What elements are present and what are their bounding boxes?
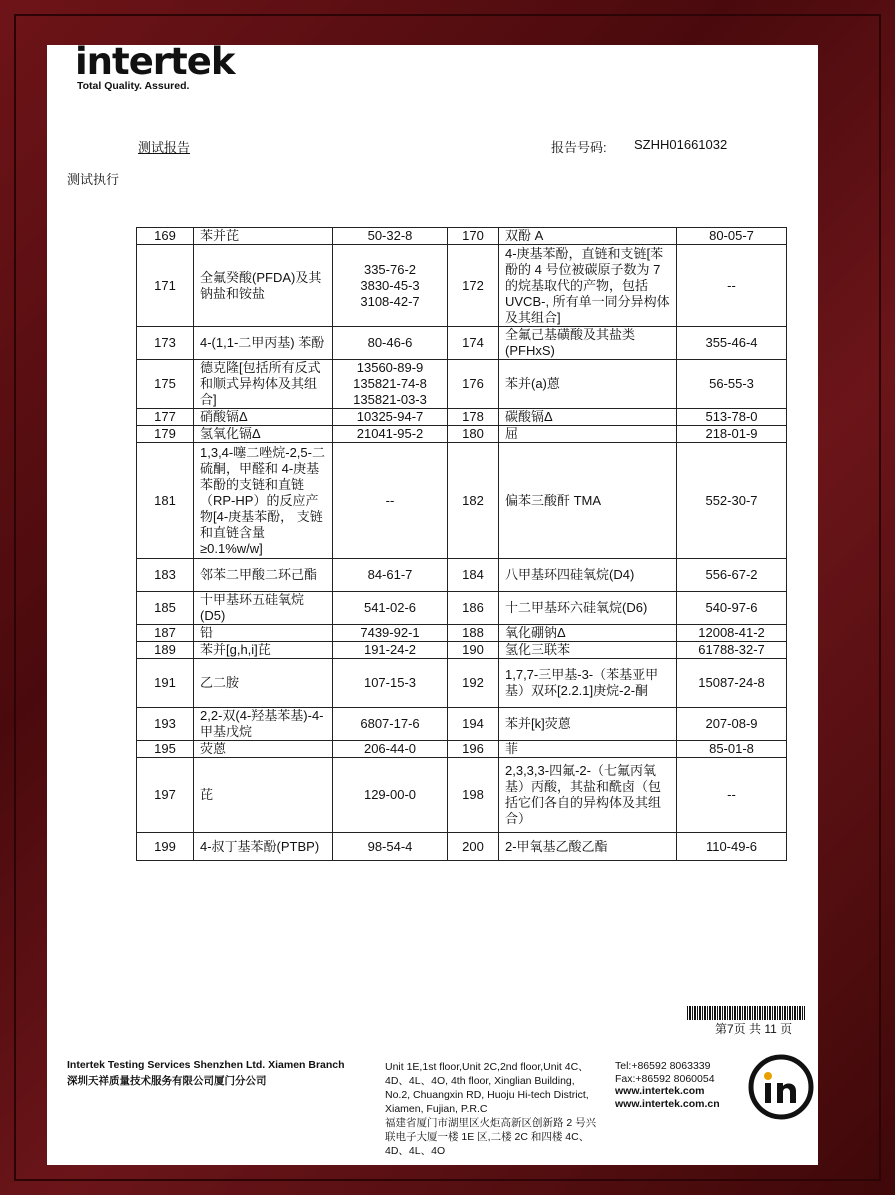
substance-name: 全氟癸酸(PFDA)及其钠盐和铵盐 bbox=[194, 245, 333, 327]
substance-number: 177 bbox=[137, 409, 194, 426]
cas-number: 98-54-4 bbox=[333, 833, 448, 861]
substance-name: 偏苯三酸酐 TMA bbox=[499, 443, 677, 559]
cas-number: -- bbox=[333, 443, 448, 559]
cas-number: 15087-24-8 bbox=[677, 659, 787, 708]
cas-number: 13560-89-9 135821-74-8 135821-03-3 bbox=[333, 360, 448, 409]
cas-number: 85-01-8 bbox=[677, 741, 787, 758]
table-row bbox=[137, 426, 787, 443]
substance-number: 199 bbox=[137, 833, 194, 861]
table-row bbox=[137, 758, 787, 833]
cas-number: 110-49-6 bbox=[677, 833, 787, 861]
cas-number: 56-55-3 bbox=[677, 360, 787, 409]
table-row bbox=[137, 327, 787, 360]
substance-number: 186 bbox=[448, 592, 499, 625]
substance-name: 德克隆[包括所有反式和顺式异构体及其组合] bbox=[194, 360, 333, 409]
substance-name: 菲 bbox=[499, 741, 677, 758]
substance-number: 180 bbox=[448, 426, 499, 443]
cas-number: 84-61-7 bbox=[333, 559, 448, 592]
substance-name: 4-(1,1-二甲丙基) 苯酚 bbox=[194, 327, 333, 360]
substance-number: 178 bbox=[448, 409, 499, 426]
substance-number: 197 bbox=[137, 758, 194, 833]
cas-number: 6807-17-6 bbox=[333, 708, 448, 741]
report-title: 测试报告 bbox=[138, 140, 191, 155]
website-cn-link[interactable]: www.intertek.com.cn bbox=[615, 1097, 720, 1110]
substance-name: 苯并(a)蒽 bbox=[499, 360, 677, 409]
cas-number: 129-00-0 bbox=[333, 758, 448, 833]
substance-name: 荧蒽 bbox=[194, 741, 333, 758]
table-row bbox=[137, 360, 787, 409]
cas-number: 541-02-6 bbox=[333, 592, 448, 625]
cas-number: 191-24-2 bbox=[333, 642, 448, 659]
cas-number: -- bbox=[677, 758, 787, 833]
substance-name: 2,3,3,3-四氟-2-（七氟丙氧基）丙酸，其盐和酰卤（包括它们各自的异构体及其组合） bbox=[499, 758, 677, 833]
table-row bbox=[137, 659, 787, 708]
substance-number: 170 bbox=[448, 228, 499, 245]
substance-name: 邻苯二甲酸二环己酯 bbox=[194, 559, 333, 592]
cas-number: 7439-92-1 bbox=[333, 625, 448, 642]
substance-number: 195 bbox=[137, 741, 194, 758]
table-row bbox=[137, 559, 787, 592]
intertek-round-logo-icon bbox=[746, 1052, 816, 1122]
substance-name: 双酚 A bbox=[499, 228, 677, 245]
substance-number: 185 bbox=[137, 592, 194, 625]
substance-number: 173 bbox=[137, 327, 194, 360]
substance-name: 苯并[g,h,i]芘 bbox=[194, 642, 333, 659]
table-row bbox=[137, 741, 787, 758]
substance-name: 硝酸镉Δ bbox=[194, 409, 333, 426]
table-row bbox=[137, 409, 787, 426]
substance-number: 188 bbox=[448, 625, 499, 642]
report-number-label: 报告号码: bbox=[551, 140, 607, 155]
page-number: 第7页 共 11 页 bbox=[715, 1022, 793, 1036]
substance-name: 4-叔丁基苯酚(PTBP) bbox=[194, 833, 333, 861]
substance-number: 192 bbox=[448, 659, 499, 708]
contact-info bbox=[615, 1060, 720, 1110]
substance-number: 191 bbox=[137, 659, 194, 708]
substance-name: 芘 bbox=[194, 758, 333, 833]
substance-name: 4-庚基苯酚，直链和支链[苯酚的 4 号位被碳原子数为 7 的烷基取代的产物，包括 UVCB-, 所有单一同分异构体及其组合] bbox=[499, 245, 677, 327]
substance-table bbox=[136, 227, 787, 861]
cas-number: 21041-95-2 bbox=[333, 426, 448, 443]
substance-name: 2-甲氧基乙酸乙酯 bbox=[499, 833, 677, 861]
cas-number: -- bbox=[677, 245, 787, 327]
logo-tagline: Total Quality. Assured. bbox=[77, 80, 190, 92]
substance-name: 碳酸镉Δ bbox=[499, 409, 677, 426]
substance-name: 全氟己基磺酸及其盐类(PFHxS) bbox=[499, 327, 677, 360]
substance-name: 八甲基环四硅氧烷(D4) bbox=[499, 559, 677, 592]
substance-name: 氢氧化镉Δ bbox=[194, 426, 333, 443]
substance-number: 194 bbox=[448, 708, 499, 741]
substance-number: 198 bbox=[448, 758, 499, 833]
cas-number: 10325-94-7 bbox=[333, 409, 448, 426]
address-en: Unit 1E,1st floor,Unit 2C,2nd floor,Unit 4C、4D、4L、4O, 4th floor, Xinglian Building, No.2, Chuangxin RD, Huoju Hi-tech District, Xiamen, Fujian, P.R.C bbox=[385, 1061, 589, 1115]
substance-name: 1,7,7-三甲基-3-（苯基亚甲基）双环[2.2.1]庚烷-2-酮 bbox=[499, 659, 677, 708]
substance-number: 169 bbox=[137, 228, 194, 245]
substance-number: 196 bbox=[448, 741, 499, 758]
substance-number: 181 bbox=[137, 443, 194, 559]
substance-number: 175 bbox=[137, 360, 194, 409]
cas-number: 12008-41-2 bbox=[677, 625, 787, 642]
table-row bbox=[137, 228, 787, 245]
substance-number: 189 bbox=[137, 642, 194, 659]
cas-number: 107-15-3 bbox=[333, 659, 448, 708]
cas-number: 540-97-6 bbox=[677, 592, 787, 625]
substance-name: 氢化三联苯 bbox=[499, 642, 677, 659]
substance-name: 苯并芘 bbox=[194, 228, 333, 245]
fax: Fax:+86592 8060054 bbox=[615, 1072, 715, 1085]
cas-number: 218-01-9 bbox=[677, 426, 787, 443]
table-row bbox=[137, 833, 787, 861]
substance-number: 200 bbox=[448, 833, 499, 861]
substance-name: 苯并[k]荧蒽 bbox=[499, 708, 677, 741]
substance-number: 187 bbox=[137, 625, 194, 642]
substance-number: 182 bbox=[448, 443, 499, 559]
table-row bbox=[137, 642, 787, 659]
cas-number: 207-08-9 bbox=[677, 708, 787, 741]
substance-name: 屈 bbox=[499, 426, 677, 443]
substance-number: 183 bbox=[137, 559, 194, 592]
substance-number: 172 bbox=[448, 245, 499, 327]
website-link[interactable]: www.intertek.com bbox=[615, 1085, 705, 1097]
report-number: SZHH01661032 bbox=[634, 137, 728, 152]
intertek-logo: intertek bbox=[75, 40, 235, 83]
cas-number: 206-44-0 bbox=[333, 741, 448, 758]
section-heading: 测试执行 bbox=[67, 172, 120, 187]
substance-name: 乙二胺 bbox=[194, 659, 333, 708]
substance-name: 氧化硼钠Δ bbox=[499, 625, 677, 642]
substance-name: 十二甲基环六硅氧烷(D6) bbox=[499, 592, 677, 625]
cas-number: 513-78-0 bbox=[677, 409, 787, 426]
substance-name: 1,3,4-噻二唑烷-2,5-二硫酮，甲醛和 4-庚基苯酚的支链和直链（RP-HP）的反应产物[4-庚基苯酚， 支链和直链含量≥0.1%w/w] bbox=[194, 443, 333, 559]
substance-number: 176 bbox=[448, 360, 499, 409]
cas-number: 80-05-7 bbox=[677, 228, 787, 245]
table-row bbox=[137, 245, 787, 327]
address bbox=[385, 1060, 600, 1158]
table-row bbox=[137, 443, 787, 559]
substance-number: 190 bbox=[448, 642, 499, 659]
table-row bbox=[137, 625, 787, 642]
substance-number: 193 bbox=[137, 708, 194, 741]
company-name-en: Intertek Testing Services Shenzhen Ltd. Xiamen Branch bbox=[67, 1059, 345, 1071]
substance-name: 2,2-双(4-羟基苯基)-4-甲基戊烷 bbox=[194, 708, 333, 741]
address-zh: 福建省厦门市湖里区火炬高新区创新路 2 号兴联电子大厦一楼 1E 区,二楼 2C 和四楼 4C、4D、4L、4O bbox=[385, 1117, 597, 1157]
cas-number: 80-46-6 bbox=[333, 327, 448, 360]
substance-number: 174 bbox=[448, 327, 499, 360]
cas-number: 335-76-2 3830-45-3 3108-42-7 bbox=[333, 245, 448, 327]
substance-name: 十甲基环五硅氧烷(D5) bbox=[194, 592, 333, 625]
cas-number: 556-67-2 bbox=[677, 559, 787, 592]
substance-number: 171 bbox=[137, 245, 194, 327]
cas-number: 50-32-8 bbox=[333, 228, 448, 245]
phone: Tel:+86592 8063339 bbox=[615, 1060, 711, 1072]
barcode bbox=[687, 1006, 805, 1020]
company-name-zh: 深圳天祥质量技术服务有限公司厦门分公司 bbox=[67, 1075, 267, 1087]
cas-number: 61788-32-7 bbox=[677, 642, 787, 659]
substance-name: 铅 bbox=[194, 625, 333, 642]
table-row bbox=[137, 592, 787, 625]
table-row bbox=[137, 708, 787, 741]
cas-number: 552-30-7 bbox=[677, 443, 787, 559]
substance-number: 184 bbox=[448, 559, 499, 592]
substance-number: 179 bbox=[137, 426, 194, 443]
cas-number: 355-46-4 bbox=[677, 327, 787, 360]
